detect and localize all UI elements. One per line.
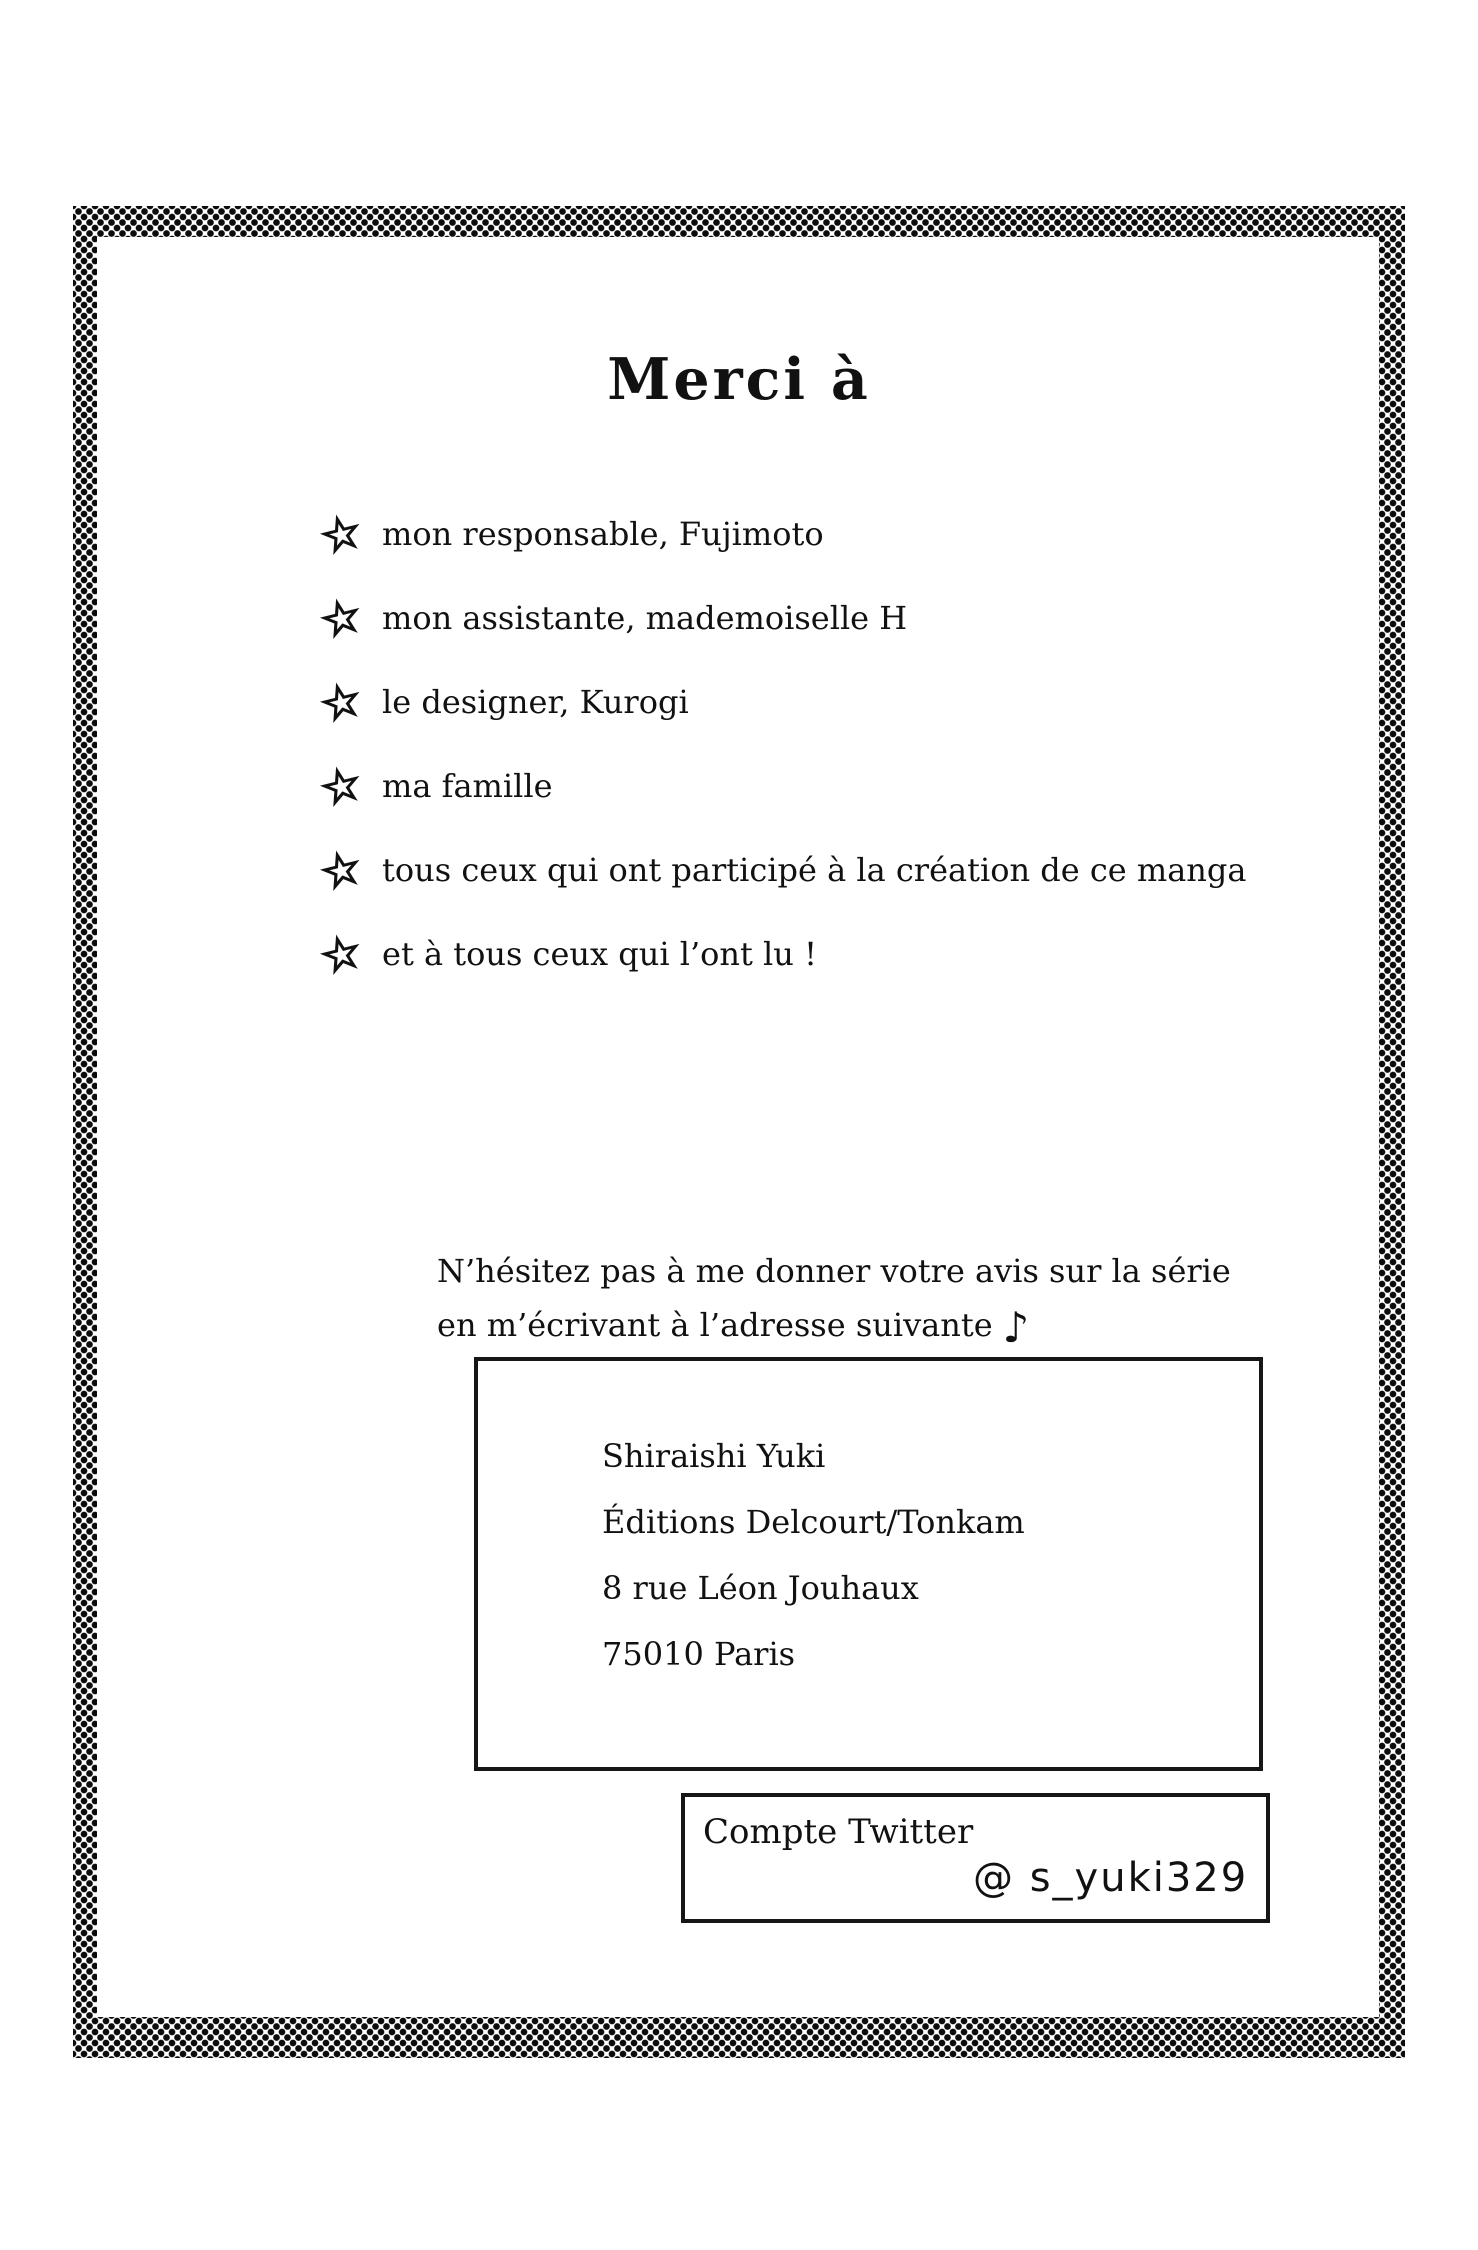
thanks-label: mon assistante, mademoiselle H xyxy=(382,599,908,637)
address-name: Shiraishi Yuki xyxy=(602,1437,826,1475)
address-city: 75010 Paris xyxy=(602,1635,796,1673)
thanks-list xyxy=(316,492,1246,996)
thanks-label: le designer, Kurogi xyxy=(382,683,689,721)
address-publisher: Éditions Delcourt/Tonkam xyxy=(602,1503,1025,1541)
feedback-note-line1: N’hésitez pas à me donner votre avis sur la série xyxy=(437,1252,1231,1290)
star-icon: ☆ xyxy=(314,922,368,986)
music-note-icon: ♪ xyxy=(1002,1303,1030,1352)
page-title: Merci à xyxy=(607,346,871,413)
list-item xyxy=(316,828,1246,912)
thanks-label: tous ceux qui ont participé à la création de ce manga xyxy=(382,851,1247,889)
twitter-box-label: Compte Twitter xyxy=(703,1812,974,1852)
address-box xyxy=(474,1357,1263,1771)
star-icon: ☆ xyxy=(314,838,368,902)
list-item xyxy=(316,576,1246,660)
list-item xyxy=(316,492,1246,576)
feedback-note-line2-text: en m’écrivant à l’adresse suivante xyxy=(437,1306,993,1344)
thanks-label: mon responsable, Fujimoto xyxy=(382,515,824,553)
star-icon: ☆ xyxy=(314,754,368,818)
list-item xyxy=(316,744,1246,828)
feedback-note xyxy=(437,1244,1231,1355)
twitter-box xyxy=(681,1793,1270,1923)
thanks-label: ma famille xyxy=(382,767,553,805)
twitter-handle: @ s_yuki329 xyxy=(973,1855,1249,1901)
star-icon: ☆ xyxy=(314,502,368,566)
list-item xyxy=(316,912,1246,996)
list-item xyxy=(316,660,1246,744)
star-icon: ☆ xyxy=(314,670,368,734)
thanks-label: et à tous ceux qui l’ont lu ! xyxy=(382,935,817,973)
address-lines xyxy=(478,1361,1259,1687)
address-street: 8 rue Léon Jouhaux xyxy=(602,1569,919,1607)
star-icon: ☆ xyxy=(314,586,368,650)
feedback-note-line2 xyxy=(437,1298,1231,1355)
